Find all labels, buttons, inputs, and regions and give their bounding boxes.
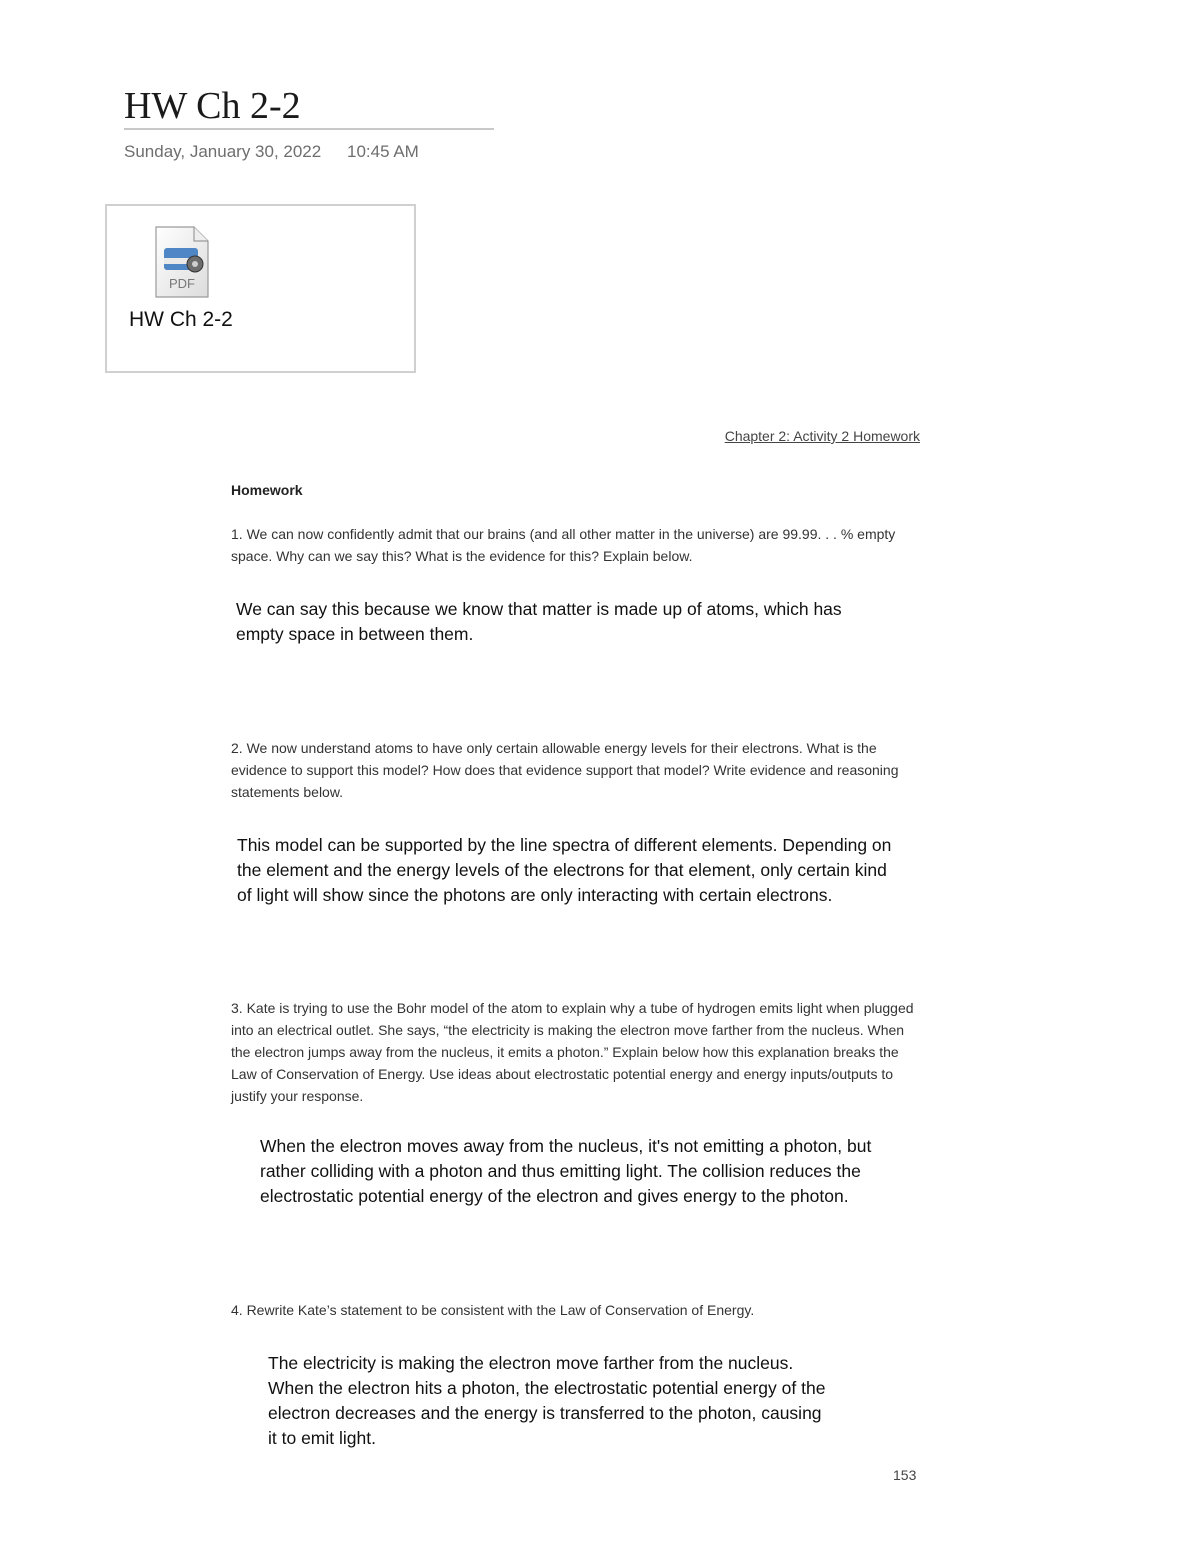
question-2: 2. We now understand atoms to have only certain allowable energy levels for their electrons. What is the evidence to support this model? How does that evidence support that model? Write evidence and reasoning statements below. [231, 740, 899, 800]
question-4: 4. Rewrite Kate’s statement to be consistent with the Law of Conservation of Energy. [231, 1302, 755, 1318]
question-1: 1. We can now confidently admit that our brains (and all other matter in the universe) are 99.99. . . % empty space. Why can we say this? What is the evidence for this? Explain below. [231, 526, 896, 564]
note-date: Sunday, January 30, 2022 [124, 142, 322, 161]
answer-1: We can say this because we know that matter is made up of atoms, which has empty space in between them. [236, 599, 842, 644]
page-number: 153 [893, 1467, 917, 1483]
section-label: Homework [231, 482, 303, 498]
pdf-icon-label: PDF [169, 276, 195, 291]
document-heading: Chapter 2: Activity 2 Homework [724, 428, 920, 444]
pdf-attachment[interactable] [105, 204, 416, 373]
page-title: HW Ch 2-2 [124, 85, 301, 127]
attachment-name: HW Ch 2-2 [129, 308, 233, 331]
title-divider [124, 128, 494, 130]
pdf-file-icon [154, 226, 210, 298]
note-time: 10:45 AM [347, 142, 419, 161]
answer-2: This model can be supported by the line spectra of different elements. Depending on the element and the energy levels of the electrons for that element, only certain kind of light will show since the photons are only interacting with certain electrons. [237, 835, 892, 905]
question-3: 3. Kate is trying to use the Bohr model of the atom to explain why a tube of hydrogen emits light when plugged into an electrical outlet. She says, “the electricity is making the electron move farther from the nucleus. When the electron jumps away from the nucleus, it emits a photon.” Explain below how this explanation breaks the Law of Conservation of Energy. Use ideas about electrostatic potential energy and energy inputs/outputs to justify your response. [231, 1000, 914, 1104]
answer-4: The electricity is making the electron move farther from the nucleus. When the electron hits a photon, the electrostatic potential energy of the electron decreases and the energy is transferred to the photon, causing it to emit light. [268, 1353, 826, 1448]
answer-3: When the electron moves away from the nucleus, it's not emitting a photon, but rather colliding with a photon and thus emitting light. The collision reduces the electrostatic potential energy of the electron and gives energy to the photon. [260, 1136, 872, 1206]
